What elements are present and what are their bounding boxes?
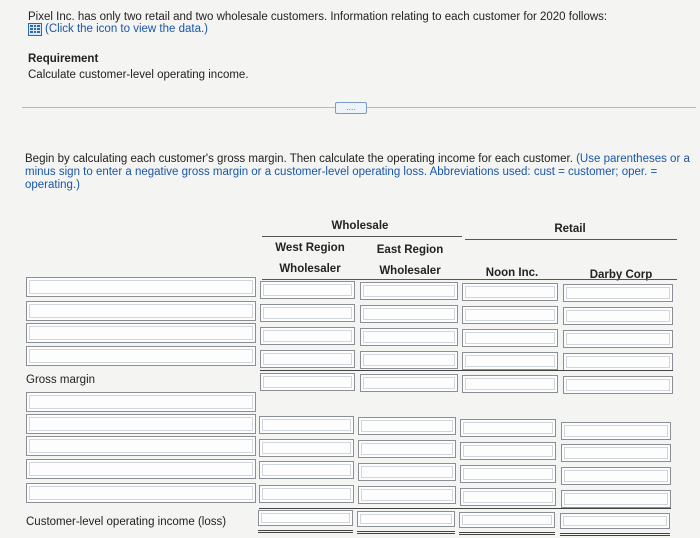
amount-input[interactable] xyxy=(462,352,558,370)
instructions-note: (Use parentheses or a minus sign to enter a negative gross margin or a customer-level operating loss. Abbreviations used: cust = customer; oper. = operating.) xyxy=(25,153,690,191)
amount-input[interactable] xyxy=(563,307,673,325)
amount-input[interactable] xyxy=(563,353,673,371)
amount-input[interactable] xyxy=(460,465,556,483)
amount-input[interactable] xyxy=(260,327,355,345)
header-wholesale: Wholesale xyxy=(331,220,389,232)
col-east-line1: East Region xyxy=(376,244,444,256)
amount-input[interactable] xyxy=(563,330,673,348)
label-input[interactable] xyxy=(26,346,256,366)
intro-text: Pixel Inc. has only two retail and two wholesale customers. Information relating to each customer for 2020 follows: xyxy=(28,11,608,23)
subtotal-line xyxy=(260,370,673,371)
amount-input[interactable] xyxy=(360,328,458,346)
amount-input[interactable] xyxy=(260,350,355,368)
amount-input[interactable] xyxy=(563,284,673,302)
label-input[interactable] xyxy=(26,277,256,297)
col-west-line1: West Region xyxy=(275,242,345,254)
requirement-title: Requirement xyxy=(28,53,99,65)
amount-input[interactable] xyxy=(460,488,556,506)
operating-income-noon-input[interactable] xyxy=(459,512,555,528)
col-noon: Noon Inc. xyxy=(485,267,539,279)
instructions xyxy=(25,153,695,192)
label-input[interactable] xyxy=(26,483,256,503)
double-underline xyxy=(459,532,555,535)
header-retail-line xyxy=(465,239,677,240)
amount-input[interactable] xyxy=(259,439,354,457)
gross-margin-noon-input[interactable] xyxy=(462,375,558,393)
label-input[interactable] xyxy=(26,301,256,321)
label-input[interactable] xyxy=(26,436,256,456)
data-link-text[interactable]: (Click the icon to view the data.) xyxy=(45,23,208,35)
amount-input[interactable] xyxy=(358,486,456,504)
operating-income-label: Customer-level operating income (loss) xyxy=(26,516,227,528)
table-grid-icon[interactable] xyxy=(28,23,42,36)
amount-input[interactable] xyxy=(561,422,671,440)
amount-input[interactable] xyxy=(561,467,671,485)
label-input[interactable] xyxy=(26,392,256,412)
amount-input[interactable] xyxy=(259,485,354,503)
label-input[interactable] xyxy=(26,414,256,434)
amount-input[interactable] xyxy=(360,305,458,323)
amount-input[interactable] xyxy=(462,306,558,324)
col-east-line2: Wholesaler xyxy=(379,265,441,277)
amount-input[interactable] xyxy=(360,351,458,369)
amount-input[interactable] xyxy=(259,416,354,434)
amount-input[interactable] xyxy=(462,283,558,301)
header-bottom-line xyxy=(262,279,677,280)
requirement-text: Calculate customer-level operating income. xyxy=(28,69,249,81)
amount-input[interactable] xyxy=(358,417,456,435)
gross-margin-label: Gross margin xyxy=(26,374,96,386)
gross-margin-east-input[interactable] xyxy=(360,374,458,392)
double-underline xyxy=(560,533,670,536)
amount-input[interactable] xyxy=(259,461,354,479)
double-underline xyxy=(357,531,455,534)
amount-input[interactable] xyxy=(358,463,456,481)
operating-income-west-input[interactable] xyxy=(258,510,353,526)
col-darby: Darby Corp xyxy=(589,269,653,281)
amount-input[interactable] xyxy=(358,440,456,458)
amount-input[interactable] xyxy=(462,329,558,347)
amount-input[interactable] xyxy=(260,281,355,299)
more-button[interactable]: .... xyxy=(335,102,367,114)
header-wholesale-line xyxy=(262,236,462,237)
amount-input[interactable] xyxy=(360,282,458,300)
col-west-line2: Wholesaler xyxy=(279,263,341,275)
data-link[interactable] xyxy=(28,22,208,36)
instructions-main: Begin by calculating each customer's gross margin. Then calculate the operating income for each customer. xyxy=(25,153,573,165)
subtotal-line xyxy=(259,508,671,509)
operating-income-east-input[interactable] xyxy=(357,511,455,527)
amount-input[interactable] xyxy=(561,444,671,462)
amount-input[interactable] xyxy=(561,490,671,508)
header-retail: Retail xyxy=(554,223,586,235)
operating-income-darby-input[interactable] xyxy=(560,513,670,529)
amount-input[interactable] xyxy=(460,419,556,437)
label-input[interactable] xyxy=(26,459,256,479)
amount-input[interactable] xyxy=(260,304,355,322)
gross-margin-darby-input[interactable] xyxy=(563,376,673,394)
gross-margin-west-input[interactable] xyxy=(260,373,355,391)
amount-input[interactable] xyxy=(460,442,556,460)
double-underline xyxy=(258,530,353,533)
label-input[interactable] xyxy=(26,323,256,343)
